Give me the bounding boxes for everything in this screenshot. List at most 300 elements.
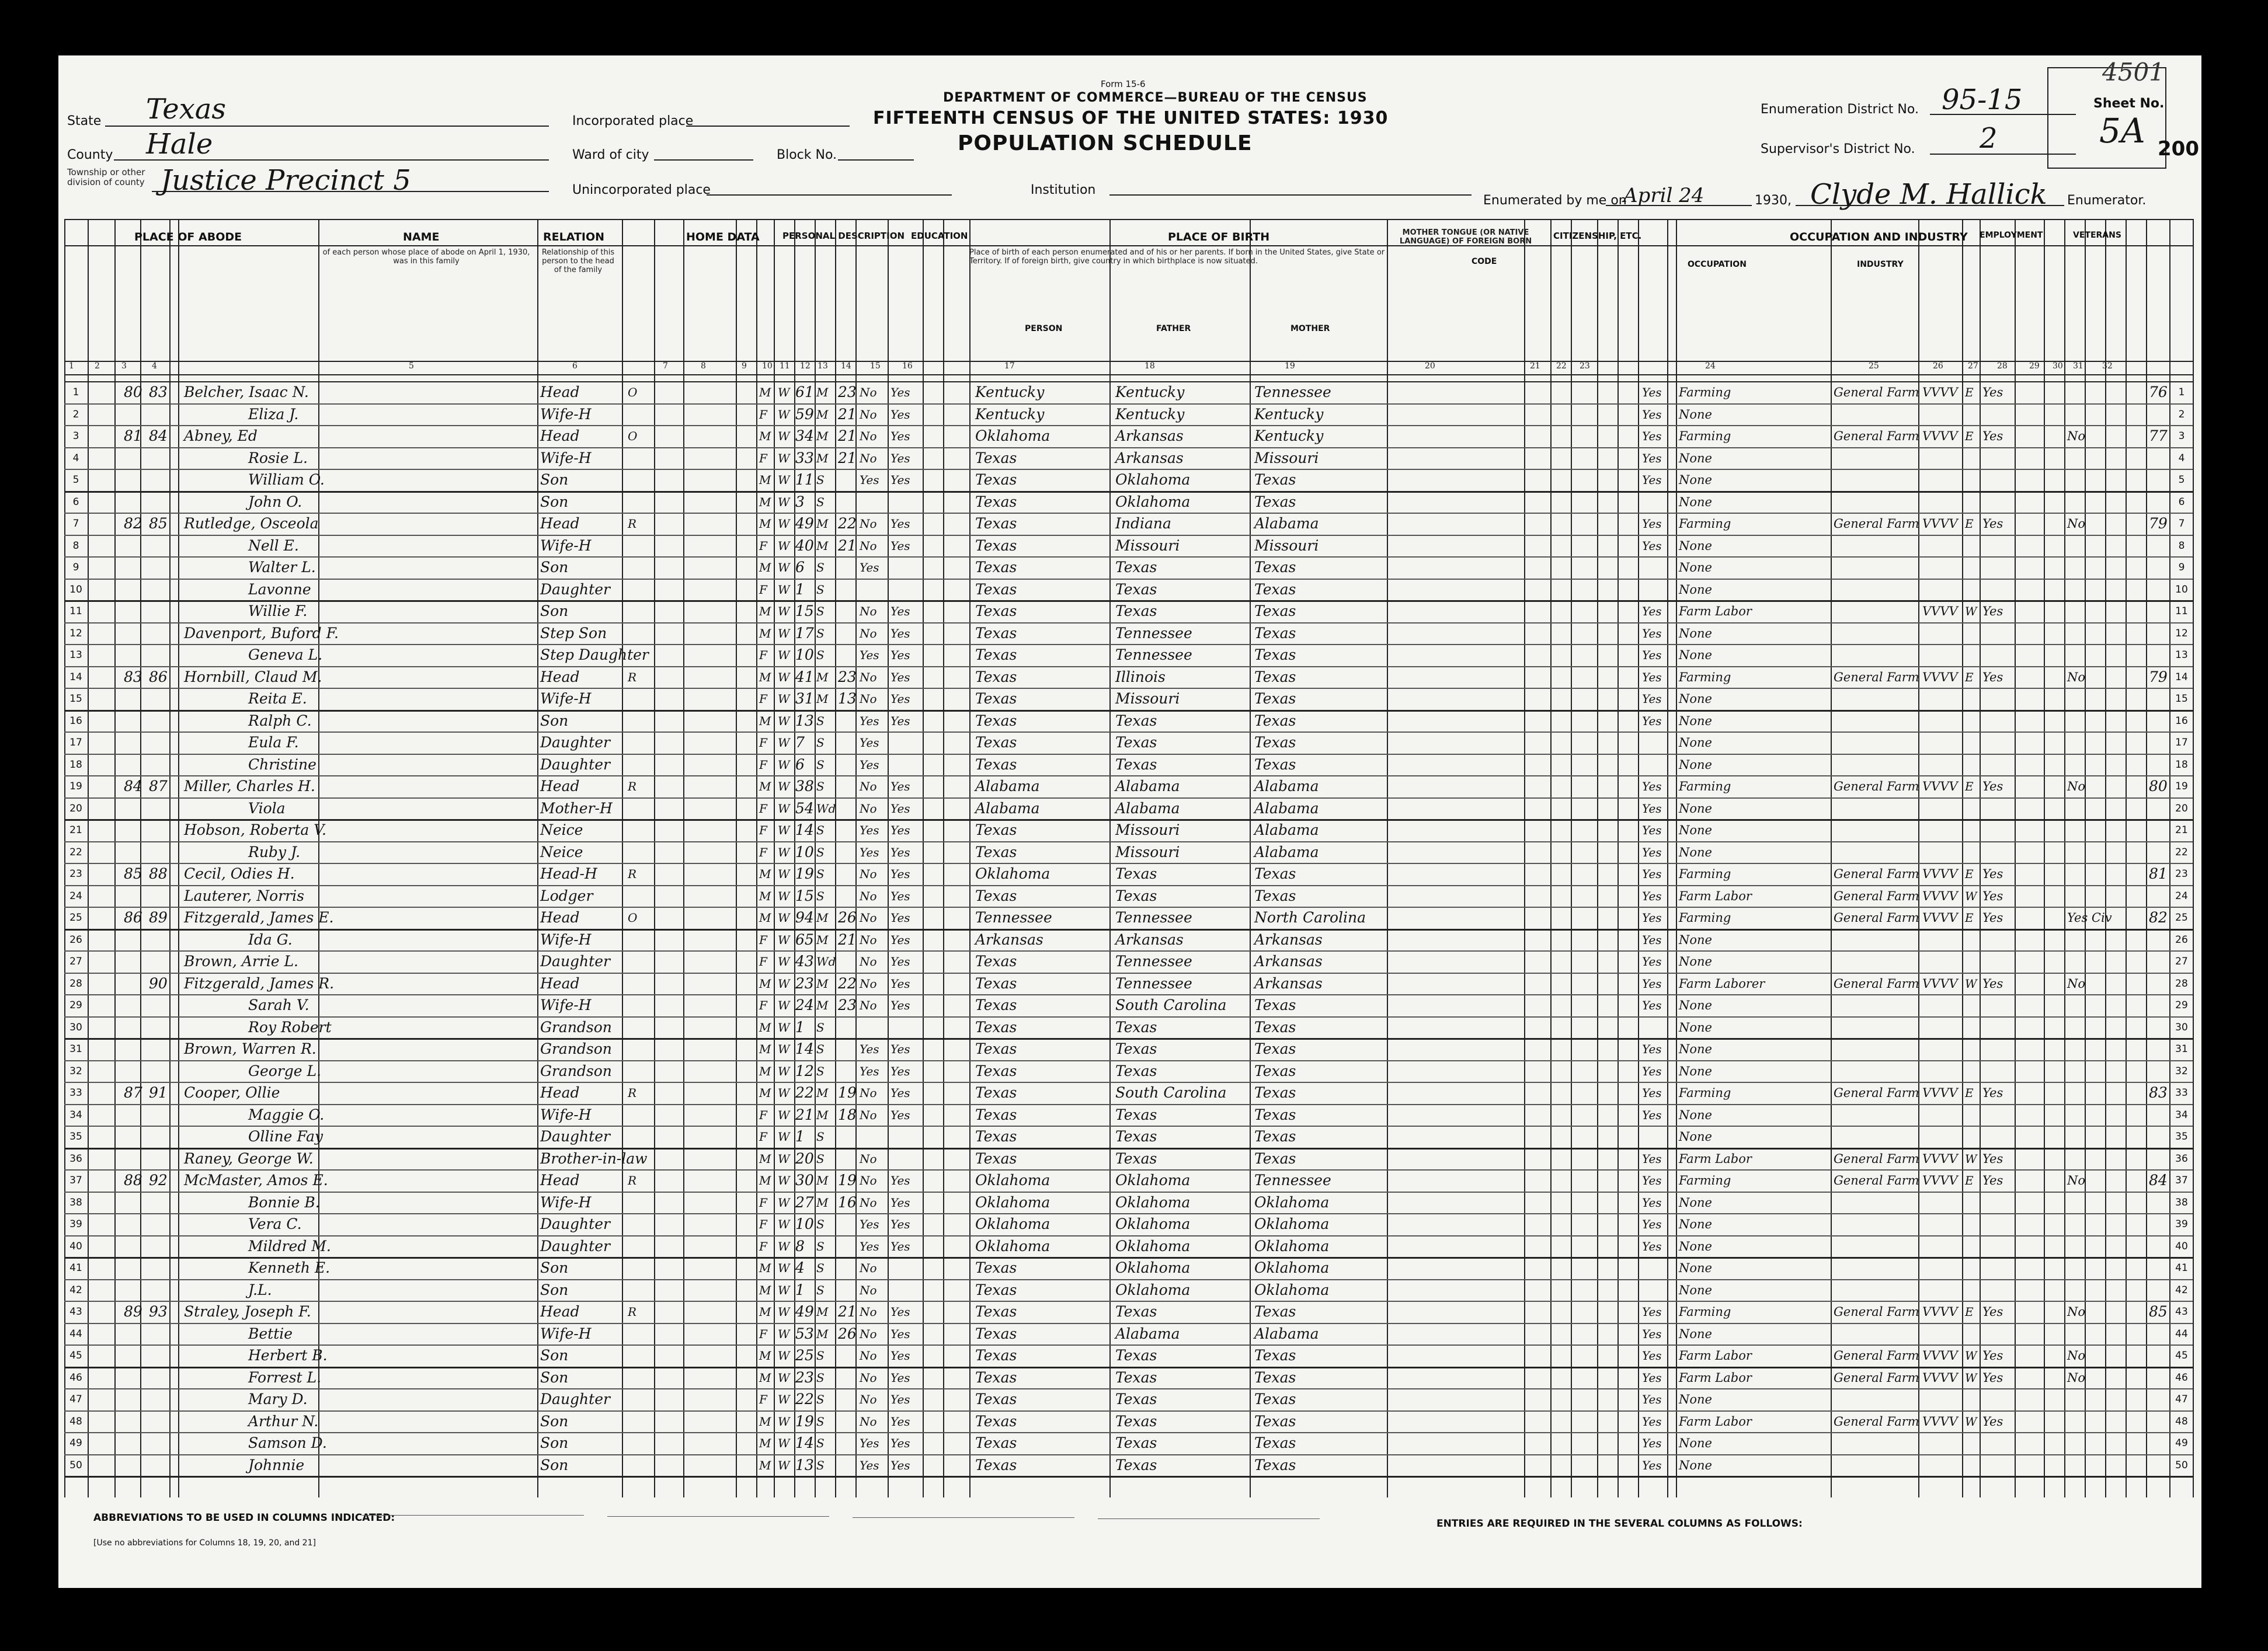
birthplace-person: Alabama (975, 799, 1040, 817)
age-at-marriage: 19 (838, 1084, 857, 1101)
occupation-code: VVVV (1922, 1173, 1958, 1187)
can-read: Yes (890, 1414, 910, 1429)
birthplace-father: Texas (1115, 865, 1157, 882)
race: W (778, 911, 790, 925)
birthplace-mother: Alabama (1254, 799, 1319, 817)
race: W (778, 823, 790, 837)
class-of-worker: W (1965, 889, 1977, 903)
table-row (58, 600, 2201, 622)
birthplace-mother: Arkansas (1254, 953, 1323, 970)
veteran: No (2067, 429, 2086, 443)
speaks-english: Yes (1642, 604, 1662, 618)
occupation: Farming (1679, 779, 1731, 793)
race: W (778, 473, 790, 487)
occupation-code: VVVV (1922, 604, 1958, 618)
row-number: 44 (2175, 1328, 2188, 1340)
row-number: 31 (2175, 1043, 2188, 1055)
occupation: Farm Labor (1679, 1151, 1752, 1166)
occupation: None (1679, 1107, 1712, 1122)
relation: Wife-H (540, 1193, 592, 1211)
column-number: 26 (1933, 361, 1943, 371)
person-name: Davenport, Buford F. (184, 624, 339, 642)
race: W (778, 648, 790, 662)
sex: F (759, 955, 767, 969)
birthplace-mother: Alabama (1254, 843, 1319, 861)
home-owned: R (628, 1086, 637, 1100)
age: 19 (795, 1412, 814, 1430)
speaks-english: Yes (1642, 976, 1662, 991)
birthplace-person: Arkansas (975, 931, 1043, 948)
sex: M (759, 604, 771, 618)
birthplace-person: Texas (975, 712, 1017, 729)
grid-horizontal (64, 245, 2193, 246)
grid-horizontal (64, 374, 2193, 375)
age: 43 (795, 953, 814, 970)
sex: F (759, 845, 767, 859)
speaks-english: Yes (1642, 1392, 1662, 1406)
footer-rule (362, 1515, 584, 1516)
home-owned: O (628, 385, 638, 399)
row-number: 43 (2175, 1306, 2188, 1318)
marital-condition: M (816, 1086, 829, 1100)
person-name: John O. (248, 493, 302, 510)
home-owned: R (628, 517, 637, 531)
column-number: 6 (572, 361, 578, 371)
occupation: None (1679, 823, 1712, 837)
occupation: None (1679, 582, 1712, 597)
age-at-marriage: 13 (838, 690, 857, 707)
speaks-english: Yes (1642, 823, 1662, 837)
school-attendance: No (860, 604, 877, 618)
occupation: Farming (1679, 429, 1731, 443)
at-work: Yes (1982, 517, 2003, 531)
column-number: 29 (2029, 361, 2040, 371)
at-work: Yes (1982, 385, 2003, 399)
at-work: Yes (1982, 1173, 2003, 1187)
column-number: 32 (2102, 361, 2113, 371)
birthplace-mother: Texas (1254, 1347, 1296, 1364)
age-at-marriage: 22 (838, 974, 857, 992)
row-number: 17 (69, 737, 82, 748)
sex: F (759, 582, 767, 597)
sex: F (759, 1217, 767, 1231)
occupation: None (1679, 1261, 1712, 1275)
school-attendance: Yes (860, 1458, 879, 1472)
marital-condition: S (816, 1217, 825, 1231)
row-number: 4 (2178, 452, 2185, 464)
occupation-code: VVVV (1922, 779, 1958, 793)
school-attendance: No (860, 1107, 877, 1122)
industry: General Farm (1834, 1151, 1919, 1166)
farm-schedule-number: 79 (2149, 668, 2168, 685)
birthplace-mother: Tennessee (1254, 1172, 1331, 1189)
race: W (778, 889, 790, 903)
column-number: 23 (1580, 361, 1590, 371)
row-number: 48 (69, 1415, 82, 1427)
birthplace-father: Alabama (1115, 1325, 1180, 1342)
age: 61 (795, 384, 814, 400)
person-name: Fitzgerald, James R. (184, 974, 335, 992)
can-read: Yes (890, 604, 910, 618)
birthplace-person: Texas (975, 471, 1017, 488)
veteran: Yes Civ (2067, 911, 2112, 925)
relation: Wife-H (540, 405, 592, 423)
institution-line (1109, 194, 1472, 196)
table-row (58, 863, 2201, 885)
row-number: 30 (69, 1021, 82, 1033)
table-row (58, 907, 2201, 929)
person-name: Rutledge, Osceola (184, 515, 319, 532)
relation: Head (540, 668, 580, 685)
birthplace-mother: Alabama (1254, 778, 1319, 795)
relation: Brother-in-law (540, 1150, 648, 1167)
occupation: None (1679, 1064, 1712, 1078)
relation: Wife-H (540, 997, 592, 1013)
occupation: None (1679, 626, 1712, 640)
row-number: 7 (72, 518, 79, 530)
row-number: 30 (2175, 1021, 2188, 1033)
relation: Son (540, 1347, 569, 1364)
race: W (778, 1458, 790, 1472)
birthplace-person: Oklahoma (975, 865, 1050, 882)
class-of-worker: W (1965, 1349, 1977, 1363)
age: 27 (795, 1193, 814, 1211)
race: W (778, 867, 790, 881)
age: 23 (795, 1368, 814, 1386)
race: W (778, 801, 790, 816)
class-of-worker: W (1965, 1370, 1977, 1385)
home-owned: R (628, 779, 637, 793)
row-number: 3 (2178, 430, 2185, 442)
birthplace-father: Texas (1115, 1456, 1157, 1474)
age: 53 (795, 1325, 814, 1342)
person-name: Lauterer, Norris (184, 887, 304, 904)
occupation: None (1679, 801, 1712, 816)
can-read: Yes (890, 626, 910, 640)
person-name: Olline Fay (248, 1128, 323, 1145)
row-number: 29 (69, 999, 82, 1011)
relation: Son (540, 1456, 569, 1474)
row-number: 36 (2175, 1152, 2188, 1165)
dwelling-number: 82 (124, 515, 142, 532)
column-number: 2 (95, 361, 100, 371)
school-attendance: No (860, 385, 877, 399)
row-number: 3 (72, 430, 79, 442)
birthplace-father: Texas (1115, 887, 1157, 904)
farm-schedule-number: 77 (2149, 427, 2168, 444)
birthplace-father: Alabama (1115, 778, 1180, 795)
birthplace-father: Kentucky (1115, 405, 1185, 423)
birthplace-mother: Oklahoma (1254, 1237, 1330, 1255)
at-work: Yes (1982, 1305, 2003, 1319)
occupation: Farming (1679, 670, 1731, 684)
age: 34 (795, 427, 814, 444)
group-veterans: VETERANS (2073, 231, 2121, 240)
industry: General Farm (1834, 429, 1919, 443)
class-of-worker: E (1965, 779, 1974, 793)
class-of-worker: W (1965, 976, 1977, 991)
row-number: 42 (69, 1284, 82, 1296)
incorporated-line (686, 126, 850, 127)
column-number: 19 (1285, 361, 1295, 371)
speaks-english: Yes (1642, 998, 1662, 1012)
school-attendance: Yes (860, 1436, 879, 1450)
occupation: None (1679, 932, 1712, 947)
person-name: George L. (248, 1062, 322, 1079)
age: 14 (795, 1434, 814, 1451)
can-read: Yes (890, 670, 910, 684)
row-number: 45 (2175, 1350, 2188, 1361)
speaks-english: Yes (1642, 1349, 1662, 1363)
relation: Wife-H (540, 537, 592, 554)
marital-condition: S (816, 494, 825, 509)
birthplace-father: Tennessee (1115, 646, 1192, 663)
speaks-english: Yes (1642, 1173, 1662, 1187)
table-row (58, 381, 2201, 403)
school-attendance: Yes (860, 736, 879, 750)
occupation-code: VVVV (1922, 889, 1958, 903)
marital-condition: M (816, 976, 829, 991)
row-number: 36 (69, 1152, 82, 1165)
person-name: William O. (248, 471, 325, 488)
race: W (778, 626, 790, 640)
at-work: Yes (1982, 867, 2003, 881)
age: 25 (795, 1347, 814, 1364)
occupation-code: VVVV (1922, 429, 1958, 443)
race: W (778, 1261, 790, 1275)
footer-rule (853, 1517, 1074, 1518)
race: W (778, 757, 790, 772)
race: W (778, 494, 790, 509)
industry: General Farm (1834, 976, 1919, 991)
birthplace-father: Texas (1115, 1412, 1157, 1430)
family-number: 86 (149, 668, 168, 685)
occupation: Farm Labor (1679, 604, 1752, 618)
birthplace-person: Texas (975, 755, 1017, 773)
can-read: Yes (890, 889, 910, 903)
group-relation: RELATION (543, 231, 605, 243)
class-of-worker: E (1965, 670, 1974, 684)
sex: M (759, 1086, 771, 1100)
sex: F (759, 692, 767, 706)
can-read: Yes (890, 713, 910, 728)
relation: Mother-H (540, 799, 613, 817)
marital-condition: M (816, 517, 829, 531)
birthplace-father: Missouri (1115, 690, 1180, 707)
race: W (778, 1349, 790, 1363)
person-name: J.L. (248, 1281, 272, 1298)
birthplace-mother: Kentucky (1254, 405, 1324, 423)
industry: General Farm (1834, 889, 1919, 903)
occupation-code: VVVV (1922, 1370, 1958, 1385)
relation: Son (540, 1434, 569, 1451)
person-name: Bettie (248, 1325, 293, 1342)
age: 1 (795, 1128, 805, 1145)
sex: M (759, 867, 771, 881)
table-row (58, 644, 2201, 666)
birthplace-father: Arkansas (1115, 427, 1184, 444)
footer-rule (1098, 1518, 1320, 1519)
can-read: Yes (890, 1392, 910, 1406)
farm-schedule-number: 80 (2149, 778, 2168, 795)
birthplace-person: Texas (975, 734, 1017, 751)
table-row (58, 929, 2201, 951)
person-name: Cooper, Ollie (184, 1084, 280, 1101)
birthplace-person: Texas (975, 1062, 1017, 1079)
marital-condition: M (816, 1326, 829, 1341)
class-of-worker: E (1965, 1173, 1974, 1187)
row-number: 19 (69, 781, 82, 792)
school-attendance: No (860, 1283, 877, 1297)
can-read: Yes (890, 538, 910, 553)
birthplace-father: Kentucky (1115, 384, 1185, 400)
person-name: Sarah V. (248, 997, 309, 1013)
row-number: 40 (2175, 1240, 2188, 1252)
table-row (58, 1235, 2201, 1258)
person-col-title: PERSON (1025, 324, 1063, 333)
birthplace-mother: Texas (1254, 602, 1296, 619)
speaks-english: Yes (1642, 911, 1662, 925)
row-number: 41 (2175, 1262, 2188, 1274)
race: W (778, 779, 790, 793)
township-label: Township or other division of county (67, 167, 145, 187)
school-attendance: No (860, 1370, 877, 1385)
table-row (58, 775, 2201, 797)
person-name: Hornbill, Claud M. (184, 668, 322, 685)
occupation: None (1679, 845, 1712, 859)
sex: M (759, 1261, 771, 1275)
birthplace-father: Texas (1115, 1347, 1157, 1364)
column-number: 21 (1530, 361, 1540, 371)
industry: General Farm (1834, 670, 1919, 684)
table-row (58, 1016, 2201, 1039)
marital-condition: S (816, 889, 825, 903)
sex: M (759, 1064, 771, 1078)
abbrev-title: ABBREVIATIONS TO BE USED IN COLUMNS INDICATED: (93, 1512, 395, 1524)
birthplace-person: Texas (975, 624, 1017, 642)
row-number: 37 (2175, 1175, 2188, 1186)
row-number: 15 (69, 693, 82, 705)
row-number: 4 (72, 452, 79, 464)
relation: Neice (540, 843, 583, 861)
marital-condition: S (816, 648, 825, 662)
row-number: 47 (2175, 1394, 2188, 1405)
farm-schedule-number: 82 (2149, 909, 2168, 926)
birthplace-mother: Tennessee (1254, 384, 1331, 400)
relation: Wife-H (540, 1106, 592, 1123)
person-name: Ruby J. (248, 843, 301, 861)
county-label: County (67, 148, 113, 162)
race: W (778, 451, 790, 465)
row-number: 27 (69, 956, 82, 967)
age: 12 (795, 1062, 814, 1079)
speaks-english: Yes (1642, 692, 1662, 706)
marital-condition: M (816, 385, 829, 399)
family-number: 87 (149, 778, 168, 795)
birthplace-person: Texas (975, 1391, 1017, 1408)
marital-condition: S (816, 1414, 825, 1429)
person-name: Herbert B. (248, 1347, 328, 1364)
table-row (58, 1082, 2201, 1104)
person-name: Maggie O. (248, 1106, 325, 1123)
speaks-english: Yes (1642, 626, 1662, 640)
person-name: Samson D. (248, 1434, 327, 1451)
column-number: 15 (870, 361, 881, 371)
relation: Son (540, 1281, 569, 1298)
at-work: Yes (1982, 670, 2003, 684)
relation: Son (540, 1259, 569, 1276)
age-at-marriage: 22 (838, 515, 857, 532)
speaks-english: Yes (1642, 1326, 1662, 1341)
column-number: 5 (409, 361, 414, 371)
row-number: 38 (69, 1196, 82, 1208)
birthplace-mother: Texas (1254, 1303, 1296, 1320)
table-row (58, 797, 2201, 820)
birthplace-father: Texas (1115, 1150, 1157, 1167)
row-number: 28 (69, 977, 82, 990)
occupation: None (1679, 955, 1712, 969)
relation: Step Son (540, 624, 607, 642)
row-number: 23 (2175, 868, 2188, 880)
table-row (58, 973, 2201, 995)
table-row (58, 1279, 2201, 1301)
relation: Head (540, 1172, 580, 1189)
can-read: Yes (890, 451, 910, 465)
school-attendance: Yes (860, 1042, 879, 1056)
column-number: 11 (780, 361, 790, 371)
marital-condition: S (816, 1283, 825, 1297)
race: W (778, 385, 790, 399)
column-number: 14 (841, 361, 851, 371)
occupation: None (1679, 1392, 1712, 1406)
row-number: 32 (2175, 1065, 2188, 1077)
at-work: Yes (1982, 976, 2003, 991)
dwelling-number: 87 (124, 1084, 142, 1101)
table-row (58, 556, 2201, 579)
school-attendance: No (860, 1305, 877, 1319)
table-row (58, 1432, 2201, 1454)
group-education: EDUCATION (911, 231, 968, 241)
sex: F (759, 932, 767, 947)
age-at-marriage: 23 (838, 668, 857, 685)
row-number: 13 (2175, 649, 2188, 661)
age-at-marriage: 23 (838, 384, 857, 400)
dwelling-number: 83 (124, 668, 142, 685)
birthplace-father: Oklahoma (1115, 1215, 1191, 1232)
sex: M (759, 976, 771, 991)
birthplace-person: Texas (975, 821, 1017, 838)
industry: General Farm (1834, 1414, 1919, 1429)
marital-condition: S (816, 779, 825, 793)
birthplace-mother: Texas (1254, 865, 1296, 882)
can-read: Yes (890, 1370, 910, 1385)
dwelling-number: 84 (124, 778, 142, 795)
sex: M (759, 429, 771, 443)
dwelling-number: 88 (124, 1172, 142, 1189)
birthplace-father: Tennessee (1115, 624, 1192, 642)
birthplace-mother: Arkansas (1254, 974, 1323, 992)
birthplace-father: Illinois (1115, 668, 1166, 685)
school-attendance: Yes (860, 1239, 879, 1253)
school-attendance: No (860, 976, 877, 991)
occupation: Farming (1679, 1305, 1731, 1319)
row-number: 45 (69, 1350, 82, 1361)
marital-condition: S (816, 560, 825, 574)
race: W (778, 1195, 790, 1210)
row-number: 16 (2175, 715, 2188, 727)
row-number: 26 (2175, 934, 2188, 946)
speaks-english: Yes (1642, 407, 1662, 422)
